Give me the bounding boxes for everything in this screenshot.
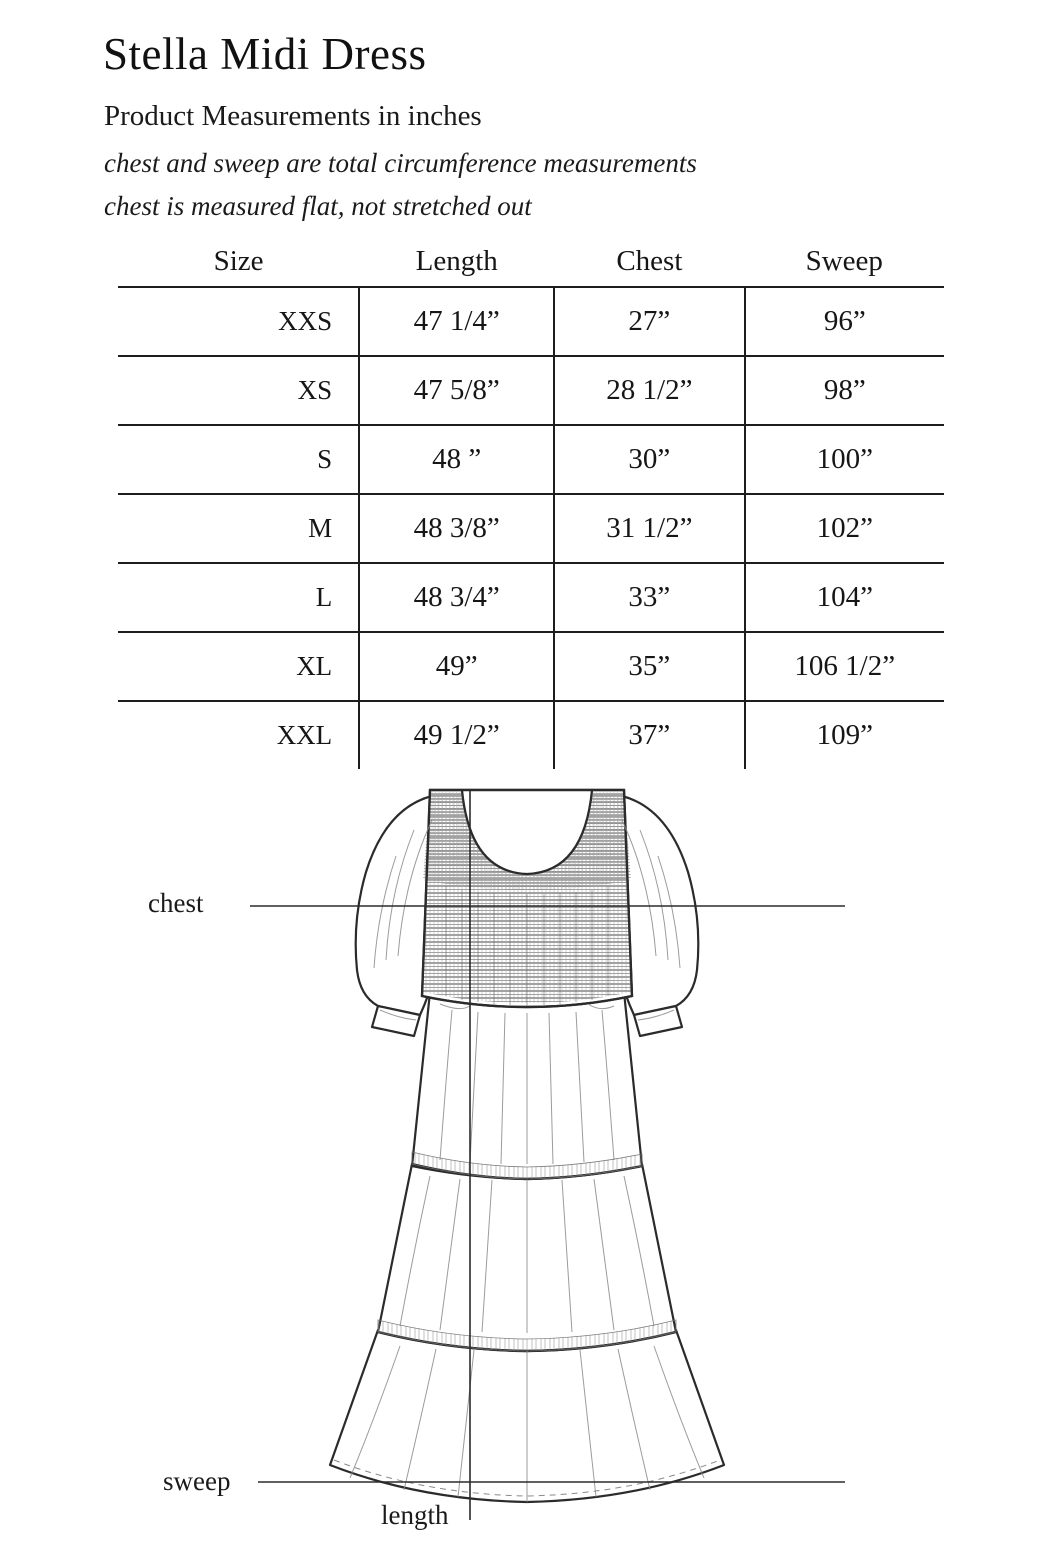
column-header-length: Length [415,244,498,277]
dress-technical-sketch [0,760,1053,1541]
table-row [118,425,944,494]
cell-length: 48 3/4” [359,563,554,632]
cell-size: M [118,494,359,563]
cell-size: L [118,563,359,632]
table-row [118,563,944,632]
cell-length: 49” [359,632,554,701]
column-header-sweep: Sweep [805,244,883,277]
cell-sweep: 106 1/2” [745,632,944,701]
cell-chest: 31 1/2” [554,494,744,563]
column-header-chest: Chest [616,244,683,277]
cell-sweep: 104” [745,563,944,632]
sweep-measure-label: sweep [163,1466,231,1496]
measurement-note-2: chest is measured flat, not stretched out [104,191,532,221]
length-measure-label: length [381,1500,449,1530]
cell-sweep: 109” [745,701,944,769]
table-row [118,632,944,701]
page-title: Stella Midi Dress [103,29,427,79]
size-measurements-table [118,236,944,769]
table-row [118,287,944,356]
cell-chest: 27” [554,287,744,356]
cell-sweep: 96” [745,287,944,356]
chest-measure-label: chest [148,888,204,918]
cell-size: XS [118,356,359,425]
cell-sweep: 98” [745,356,944,425]
column-header-size: Size [213,244,264,277]
cell-length: 49 1/2” [359,701,554,769]
cell-chest: 30” [554,425,744,494]
measurement-note-1: chest and sweep are total circumference measurements [104,148,697,178]
cell-sweep: 100” [745,425,944,494]
cell-chest: 33” [554,563,744,632]
cell-chest: 37” [554,701,744,769]
table-row [118,494,944,563]
cell-size: XL [118,632,359,701]
page-subtitle: Product Measurements in inches [104,100,482,132]
cell-size: XXS [118,287,359,356]
table-header-row [118,236,944,287]
cell-chest: 28 1/2” [554,356,744,425]
cell-length: 47 1/4” [359,287,554,356]
cell-length: 47 5/8” [359,356,554,425]
cell-sweep: 102” [745,494,944,563]
cell-length: 48 ” [359,425,554,494]
cell-size: S [118,425,359,494]
table-row [118,701,944,769]
cell-length: 48 3/8” [359,494,554,563]
cell-chest: 35” [554,632,744,701]
table-row [118,356,944,425]
cell-size: XXL [118,701,359,769]
